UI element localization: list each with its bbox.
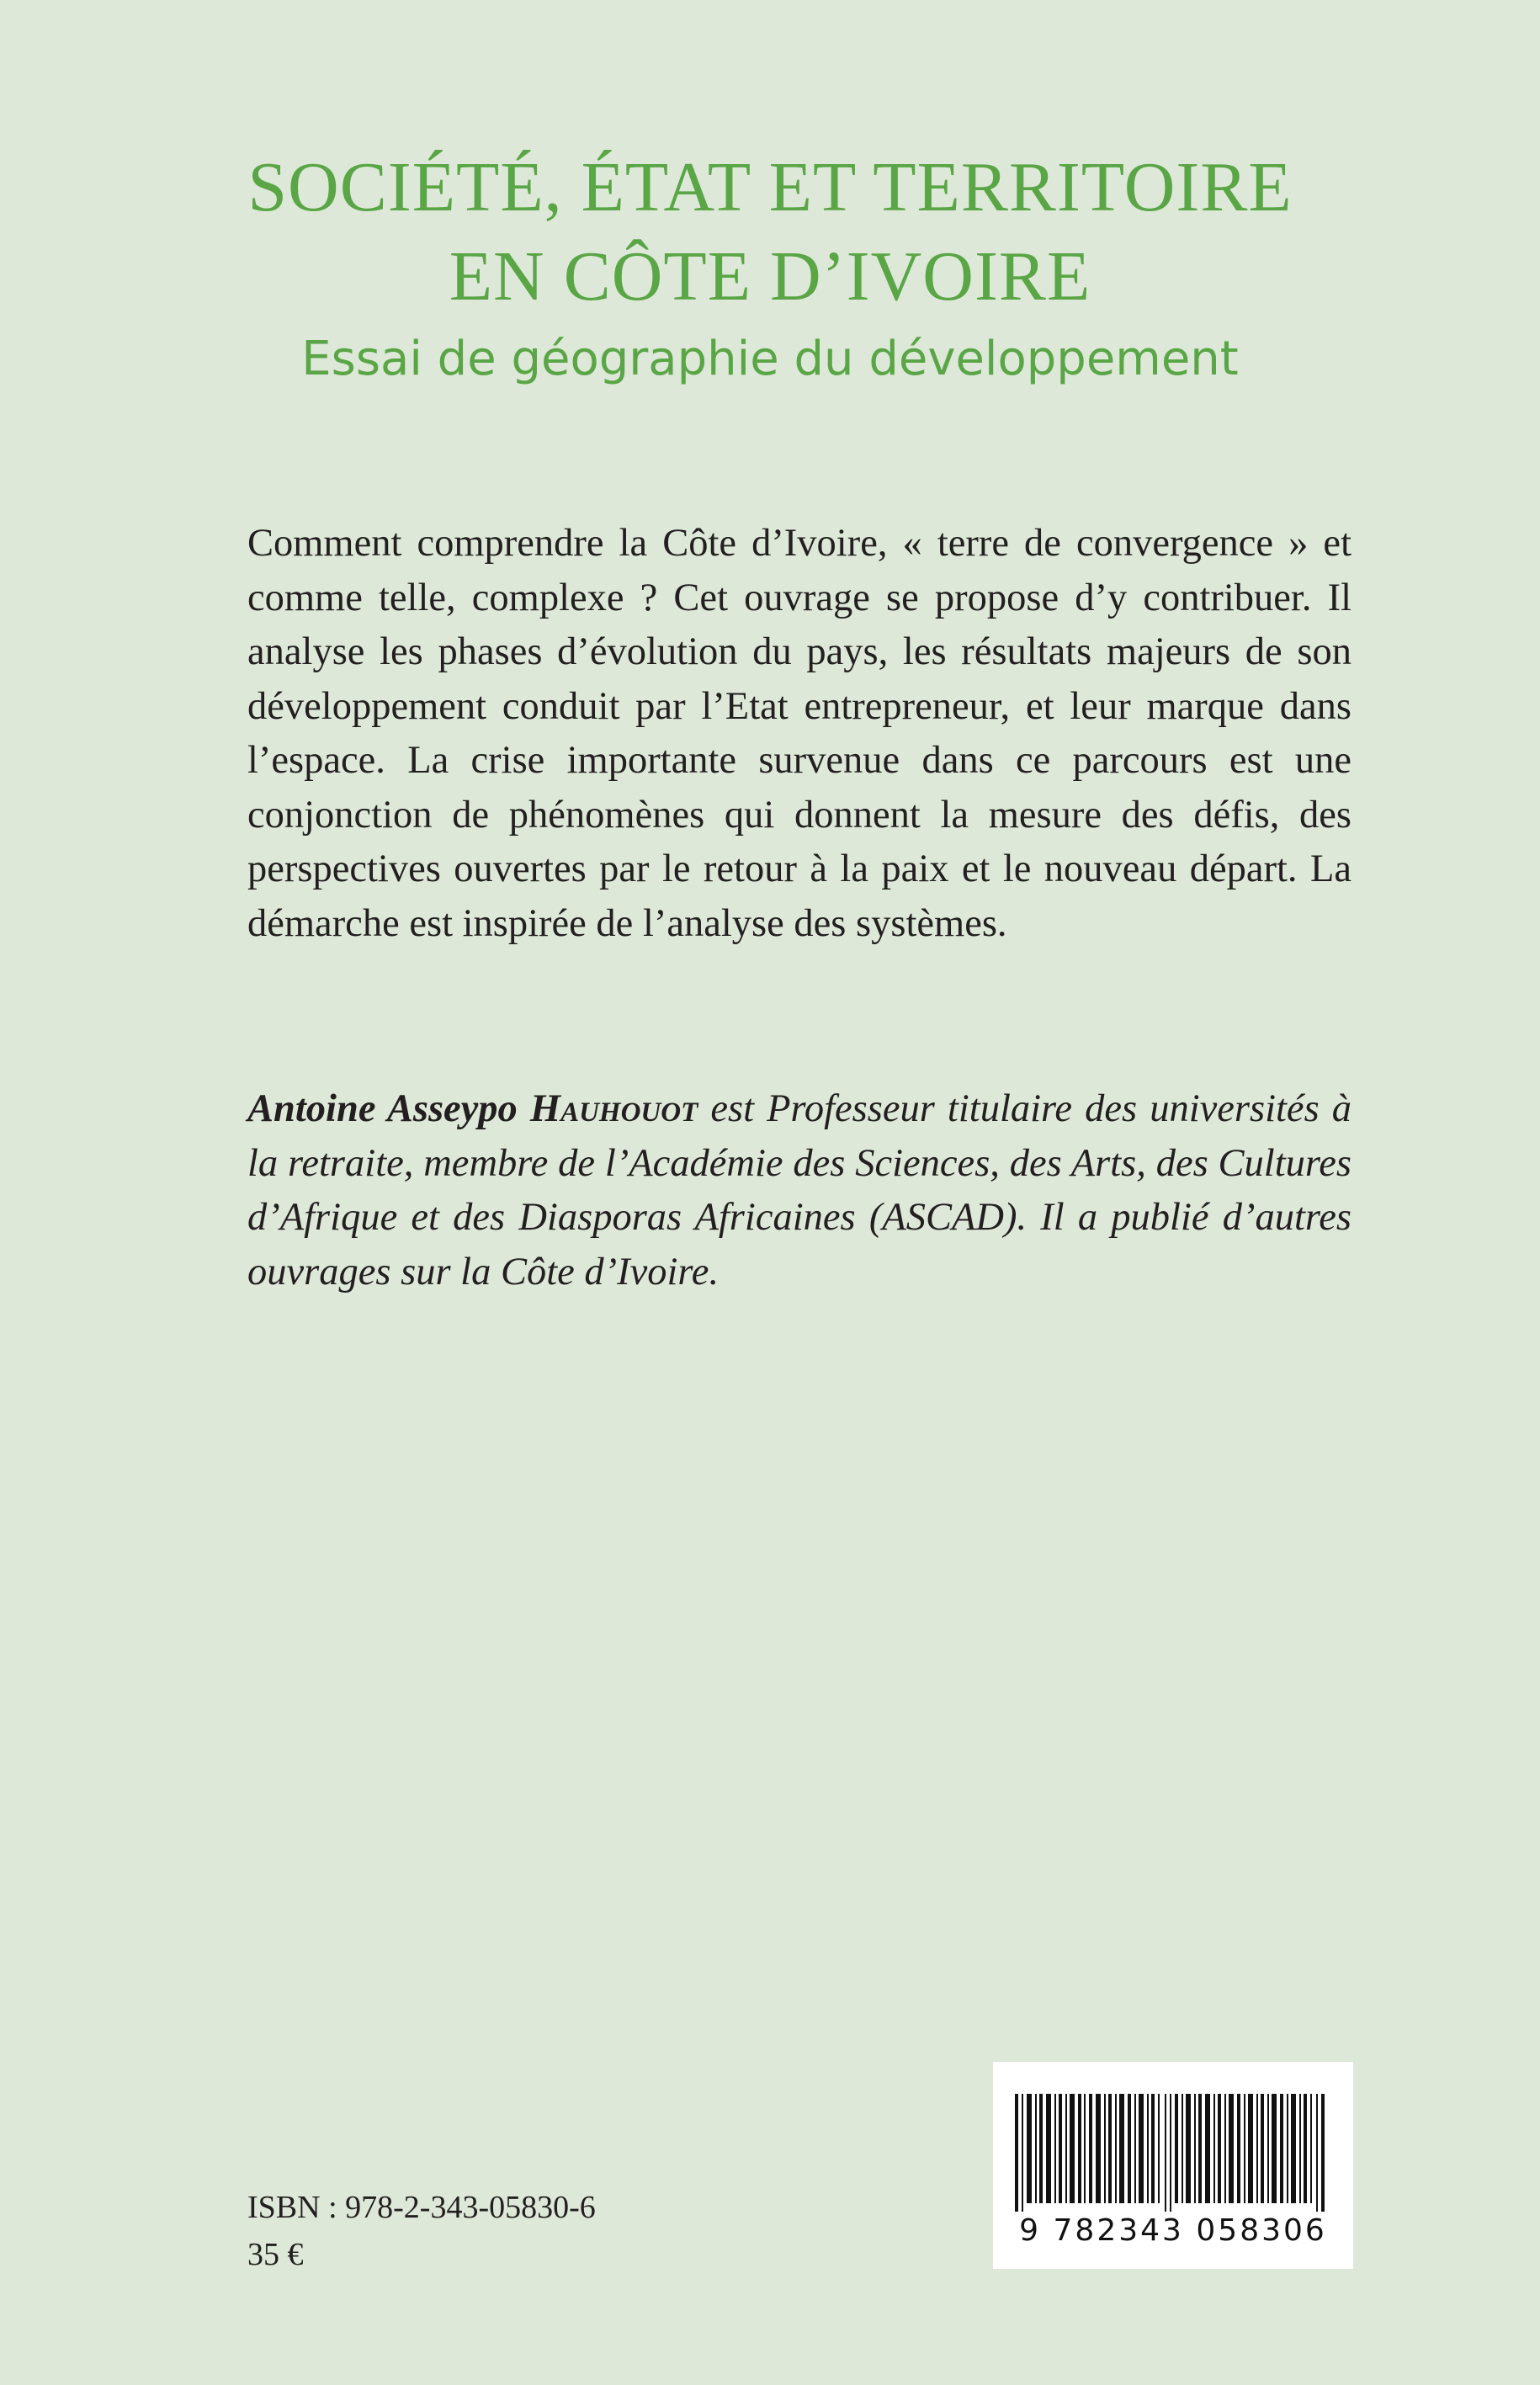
price: 35 € [247,2237,304,2272]
book-blurb: Comment comprendre la Côte d’Ivoire, « terre de convergence » et comme telle, complexe ? Cet ouvrage se propose d’y contribuer. Il analyse les phases d’évolution du pays, les résultats majeurs de son développement conduit par l’Etat entrepreneur, et leur marque dans l’espace. La crise importante survenue dans ce parcours est une conjonction de phénomènes qui donnent la mesure des défis, des perspectives ouvertes par le retour à la paix et le nouveau départ. La démarche est inspirée de l’analyse des systèmes. [247,522,1351,945]
barcode [993,2062,1353,2269]
author-surname: Hauhouot [529,1087,698,1130]
title-line-1: SOCIÉTÉ, ÉTAT ET TERRITOIRE [247,148,1293,226]
subtitle: Essai de géographie du développement [301,332,1239,386]
author-first-names: Antoine Asseypo [247,1087,518,1130]
author-bio-text: est Professeur titulaire des universités à la retraite, membre de l’Académie des Sciences, des Arts, des Cultures d’Afrique et des Diasporas Africaines (ASCAD). Il a publié d’autres ouvrages sur la Côte d’Ivoire. [247,1087,1351,1293]
title-block [0,143,1540,389]
isbn: ISBN : 978-2-343-05830-6 [247,2190,596,2225]
author-bio [247,1082,1351,1299]
barcode-digits: 9 782343 058306 [1019,2213,1327,2248]
barcode-bars-icon [1008,2094,1338,2212]
title-line-2: EN CÔTE D’IVOIRE [449,237,1091,316]
